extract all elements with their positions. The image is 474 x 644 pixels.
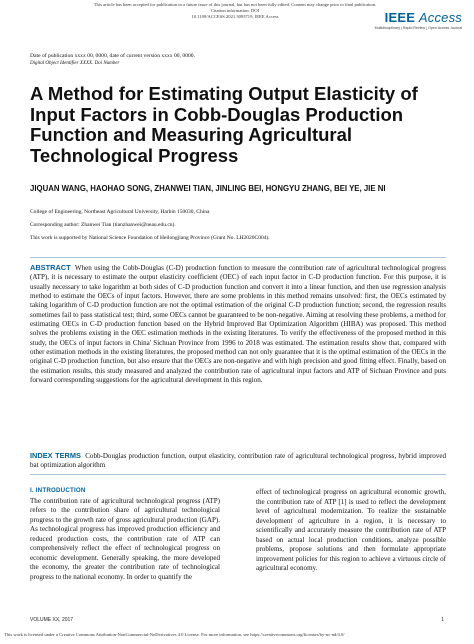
doi-line: Digital Object Identifier XXXX. Doi Number — [30, 61, 120, 66]
divider-bottom — [30, 474, 446, 475]
index-terms-text: Cobb-Douglas production function, output elasticity, contribution rate of agricultural technological progress, hybrid improved bat optimization algorithm — [30, 452, 446, 470]
abstract-block — [30, 263, 446, 385]
ieee-access-logo — [375, 10, 462, 25]
publication-notice-line2: 10.1109/ACCESS.2021.3093719, IEEE Access — [191, 14, 279, 19]
abstract-text: When using the Cobb-Douglas (C-D) production function to measure the contribution rate of agricultural technological progress (ATP), it is necessary to estimate the output elasticity coefficient (OEC) of each input factor in C-D production function. For this purpose, it is usually necessary to take logarithm at both sides of C-D production function and convert it into a linear function, and then use regression analysis method to estimate the OECs of input factors. However, there are some problems in this method remains unsolved: first, the OECs estimated by taking logarithm of C-D production function are not the optimal estimation of the original C-D production function; second, the regression results sometimes fail to pass statistical test; third, some OECs cannot be guaranteed to be non-negative. Aiming at resolving these problems, a method for estimating OECs in C-D production function based on the Hybrid Improved Bat Optimization Algorithm (HIBA) was proposed. This method solves the problems existing in the OEC estimation methods in the existing literatures. To verify the effectiveness of the proposed method in this study, the OECs of input factors in China' Sichuan Province from 1996 to 2018 was estimated. The estimation results show that, compared with other estimation methods in the existing literatures, the proposed method can not only guarantee that it is the optimal estimation of the OECs in the original C-D production function, but also ensure that the OECs are non-negative and with high precision and good fitting effect. Finally, based on the estimation results, this study measured and analyzed the contribution rate of agricultural input factors and ATP of Sichuan Province and puts forward corresponding suggestions for the agricultural development in this region. — [30, 264, 447, 385]
intro-left-column — [30, 486, 220, 582]
author-list: JIQUAN WANG, HAOHAO SONG, ZHANWEI TIAN, JINLING BEI, HONGYU ZHANG, BEI YE, JIE NI — [30, 184, 386, 193]
intro-left-text: The contribution rate of agricultural technological progress (ATP) refers to the contribution share of agricultural technological progress to the growth rate of gross agricultural production (GAP). As technological progress has improved production efficiency and reduced production costs, the contribution rate of ATP can comprehensively reflect the effect of technological progress on economic development. Generally speaking, the more developed the economy, the greater the contribution rate of technological progress to the national economy. In order to quantify the — [30, 496, 220, 581]
footer-page-number: 1 — [441, 617, 444, 623]
publication-notice — [90, 2, 380, 20]
affiliation: College of Engineering, Northeast Agricultural University, Harbin 150030, China — [30, 209, 210, 215]
paper-title: A Method for Estimating Output Elasticity of Input Factors in Cobb-Douglas Production Function and Measuring Agricultural Technological Progress — [30, 83, 418, 166]
funding-statement: This work is supported by National Science Foundation of Heilongjiang Province (Grant No. LH2020C004). — [30, 235, 270, 241]
abstract-label: ABSTRACT — [30, 263, 71, 272]
intro-right-column — [256, 488, 446, 574]
publication-date: Date of publication xxxx 00, 0000, date of current version xxxx 00, 0000. — [30, 53, 195, 59]
brand-tagline: Multidisciplinary | Rapid Review | Open Access Journal — [374, 26, 462, 30]
index-terms-label: INDEX TERMS — [30, 451, 81, 460]
index-terms-block — [30, 451, 446, 471]
section-heading-introduction: I. INTRODUCTION — [30, 487, 86, 494]
brand-access: Access — [418, 10, 462, 25]
brand-ieee: IEEE — [384, 10, 416, 25]
journal-brand — [375, 10, 462, 30]
license-notice: This work is licensed under a Creative Commons Attribution-NonCommercial-NoDerivatives 4.0 License. For more information, see https://creativecommons.org/licenses/by-nc-nd/4.0/ — [4, 632, 345, 637]
intro-right-text: effect of technological progress on agricultural economic growth, the contribution rate of ATP [1] is used to reflect the development level of agricultural modernization. To realize the sustainable development of agriculture in a region, it is necessary to scientifically and accurately measure the contribution rate of ATP based on actual local production conditions, analyze possible problems, propose solutions and then formulate appropriate improvement policies for this region to achieve a virtuous circle of agricultural economy. — [256, 488, 446, 572]
publication-notice-line1: This article has been accepted for publication in a future issue of this journal, but has not been fully edited. Content may change prior to final publication. Citation information: DOI — [93, 2, 377, 13]
footer-volume: VOLUME XX, 2017 — [30, 617, 74, 623]
divider-top — [30, 257, 446, 258]
corresponding-author: Corresponding author: Zhanwei Tian (tianzhanwei@neau.edu.cn). — [30, 222, 176, 228]
